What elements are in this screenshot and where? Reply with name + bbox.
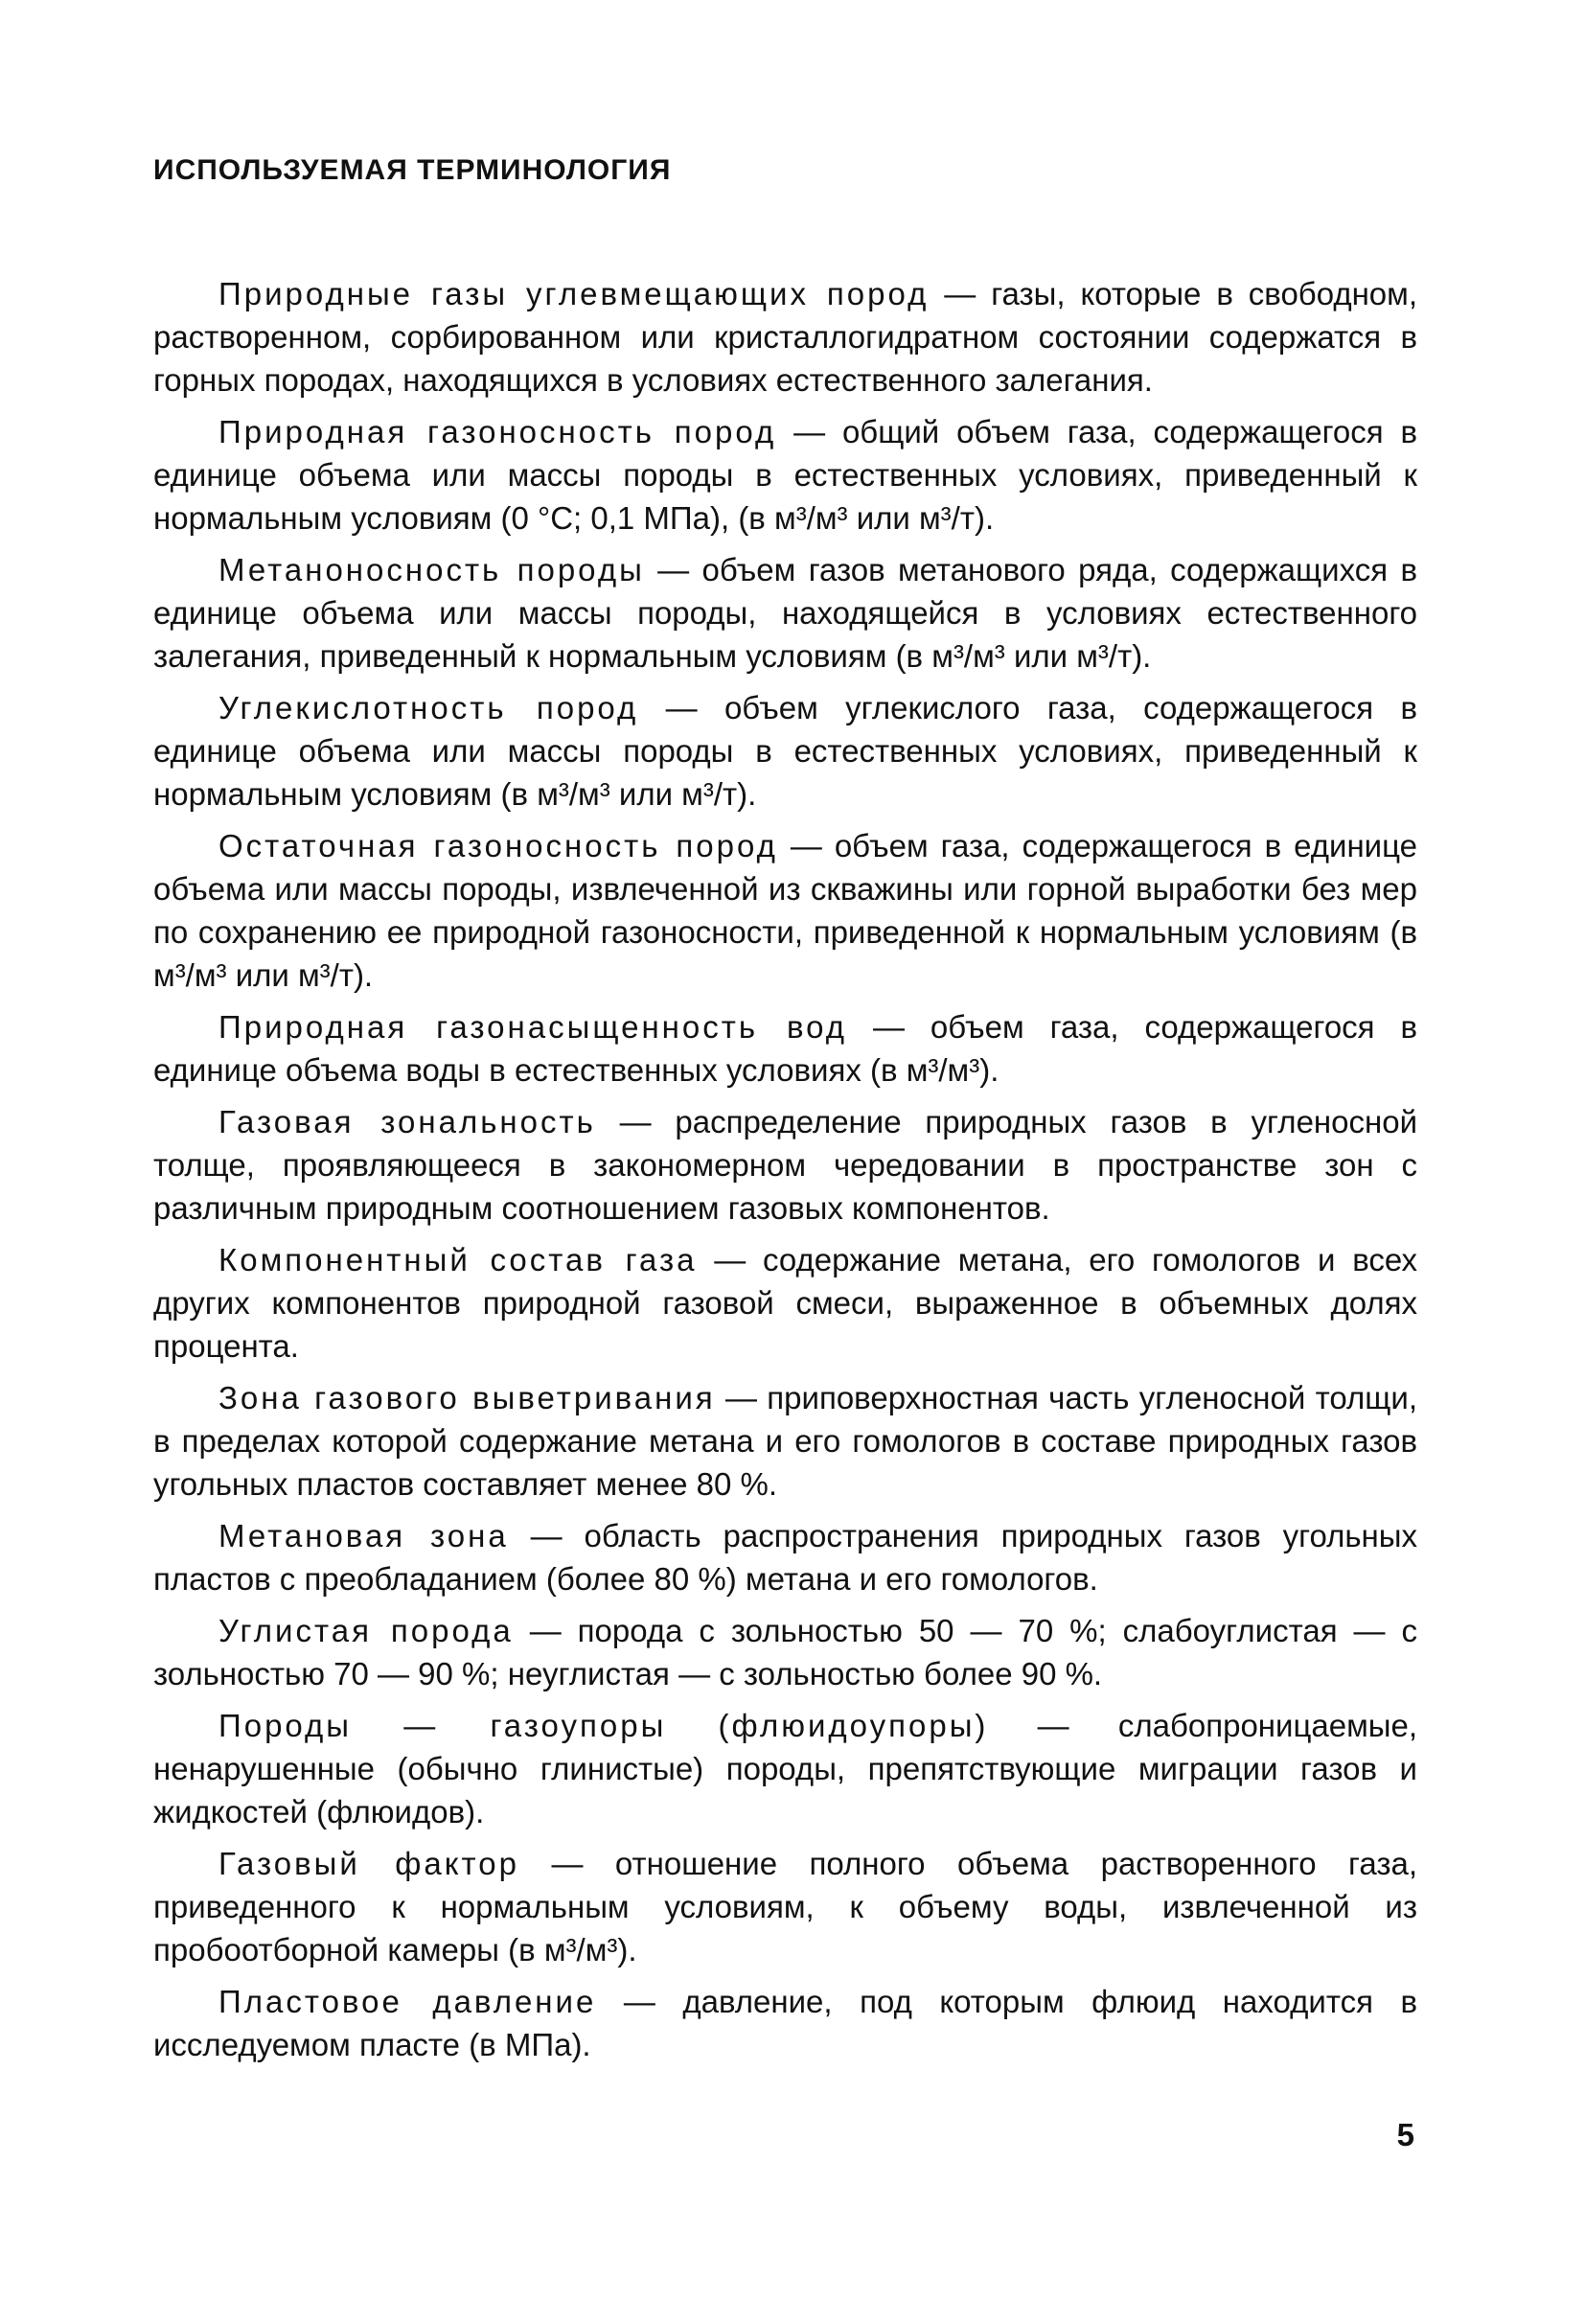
term-entry bbox=[153, 686, 1417, 816]
term-name: Природная газонасыщенность вод bbox=[218, 1009, 848, 1045]
term-definition: — приповерхностная часть угленосной толщи, в пределах которой содержание метана и его гомологов в составе природных газов угольных пластов составляет менее 80 %. bbox=[153, 1380, 1417, 1502]
page-number: 5 bbox=[1396, 2117, 1414, 2152]
term-entry bbox=[153, 1514, 1417, 1600]
term-definition: — порода с зольностью 50 — 70 %; слабоуглистая — с зольностью 70 — 90 %; неуглистая — с зольностью более 90 %. bbox=[153, 1613, 1417, 1691]
term-definition: — газы, которые в свободном, растворенном, сорбированном или кристаллогидратном состоянии содержатся в горных породах, находящихся в условиях естественного залегания. bbox=[153, 276, 1418, 398]
term-entry bbox=[153, 272, 1417, 402]
term-entry bbox=[153, 548, 1417, 678]
term-name: Метановая зона bbox=[218, 1518, 509, 1553]
term-entry bbox=[153, 1376, 1417, 1506]
term-name: Компонентный состав газа bbox=[218, 1242, 698, 1277]
term-entry bbox=[153, 1842, 1417, 1971]
term-definition: — общий объем газа, содержащегося в единице объема или массы породы в естественных условиях, приведенный к нормальным условиям (0 °С; 0,1 МПа), (в м³/м³ или м³/т). bbox=[153, 414, 1417, 536]
term-entry bbox=[153, 1704, 1417, 1833]
term-name: Углекислотность пород bbox=[218, 690, 639, 725]
term-entry bbox=[153, 410, 1417, 540]
term-definition: — давление, под которым флюид находится в исследуемом пласте (в МПа). bbox=[153, 1984, 1417, 2062]
term-entry bbox=[153, 1609, 1417, 1695]
page-heading: ИСПОЛЬЗУЕМАЯ ТЕРМИНОЛОГИЯ bbox=[153, 154, 672, 186]
term-name: Остаточная газоносность пород bbox=[218, 828, 778, 863]
term-name: Углистая порода bbox=[218, 1613, 514, 1648]
term-name: Природная газоносность пород bbox=[218, 414, 777, 449]
term-definition: — отношение полного объема растворенного газа, приведенного к нормальным условиям, к объему воды, извлеченной из пробоотборной камеры (в м³/м³). bbox=[153, 1846, 1417, 1967]
term-definition: — область распространения природных газов угольных пластов с преобладанием (более 80 %) метана и его гомологов. bbox=[153, 1518, 1417, 1597]
term-definition: — распределение природных газов в угленосной толще, проявляющееся в закономерном чередовании в пространстве зон с различным природным соотношением газовых компонентов. bbox=[153, 1104, 1418, 1226]
term-definition: — объем газов метанового ряда, содержащихся в единице объема или массы породы, находящейся в условиях естественного залегания, приведенный к нормальным условиям (в м³/м³ или м³/т). bbox=[153, 552, 1417, 674]
term-name: Природные газы углевмещающих пород bbox=[218, 276, 930, 311]
term-definition: — содержание метана, его гомологов и всех других компонентов природной газовой смеси, выраженное в объемных долях процента. bbox=[153, 1242, 1417, 1364]
term-name: Метаноносность породы bbox=[218, 552, 645, 587]
term-name: Пластовое давление bbox=[218, 1984, 597, 2019]
term-name: Породы — газоупоры (флюидоупоры) bbox=[218, 1708, 989, 1743]
term-entry bbox=[153, 1100, 1417, 1230]
term-definition: — слабопроницаемые, ненарушенные (обычно глинистые) породы, препятствующие миграции газов и жидкостей (флюидов). bbox=[153, 1708, 1418, 1829]
term-definition: — объем углекислого газа, содержащегося в единице объема или массы породы в естественных условиях, приведенный к нормальным условиям (в м³/м³ или м³/т). bbox=[153, 690, 1417, 812]
term-entry bbox=[153, 1005, 1417, 1092]
terminology-list bbox=[153, 272, 1417, 2066]
term-definition: — объем газа, содержащегося в единице объема или массы породы, извлеченной из скважины или горной выработки без мер по сохранению ее природной газоносности, приведенной к нормальным условиям (в м³/м³ или м³/т). bbox=[153, 828, 1417, 993]
term-name: Газовый фактор bbox=[218, 1846, 520, 1881]
term-entry bbox=[153, 824, 1417, 997]
term-name: Газовая зональность bbox=[218, 1104, 596, 1139]
term-definition: — объем газа, содержащегося в единице объема воды в естественных условиях (в м³/м³). bbox=[153, 1009, 1418, 1088]
term-entry bbox=[153, 1238, 1417, 1368]
term-entry bbox=[153, 1980, 1417, 2066]
term-name: Зона газового выветривания bbox=[218, 1380, 716, 1415]
